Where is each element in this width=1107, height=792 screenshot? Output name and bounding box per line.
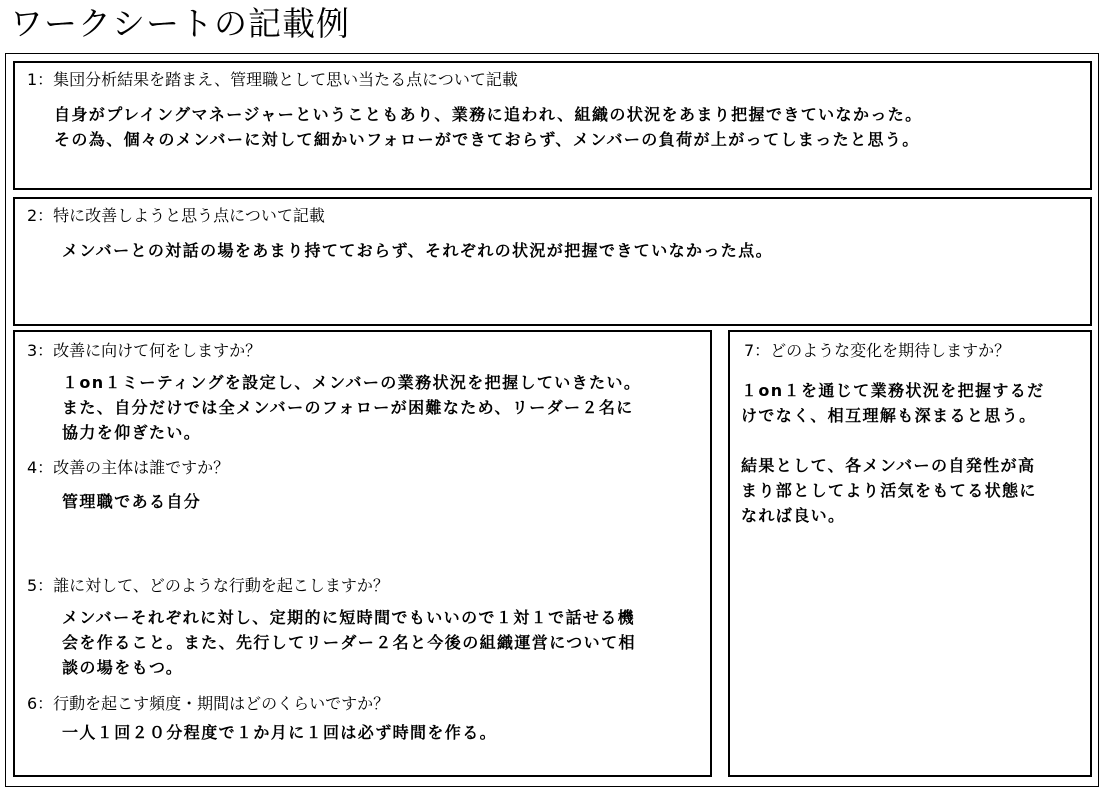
section-7-answer [741, 378, 1045, 528]
section-4-question: 4：改善の主体は誰ですか？ [27, 458, 230, 477]
answer-line: 自身がプレイングマネージャーということもあり、業務に追われ、組織の状況をあまり把握できていなかった。 [54, 105, 923, 124]
answer-line: １on１を通じて業務状況を把握するだ [741, 381, 1045, 400]
answer-line: まり部としてより活気をもてる状態に [741, 481, 1037, 500]
section-5-question: 5：誰に対して、どのような行動を起こしますか？ [27, 576, 389, 595]
section-5-answer [62, 605, 636, 680]
answer-line: 会を作ること。また、先行してリーダー２名と今後の組織運営について相 [62, 633, 636, 652]
section-2-answer [62, 238, 773, 263]
answer-line: その為、個々のメンバーに対して細かいフォローができておらず、メンバーの負荷が上がってしまったと思う。 [54, 130, 920, 149]
section-1-question: 1：集団分析結果を踏まえ、管理職として思い当たる点について記載 [27, 70, 518, 89]
answer-line: メンバーそれぞれに対し、定期的に短時間でもいいので１対１で話せる機 [62, 608, 636, 627]
answer-line: けでなく、相互理解も深まると思う。 [741, 406, 1037, 425]
answer-line: 一人１回２０分程度で１か月に１回は必ず時間を作る。 [62, 723, 498, 742]
answer-line: １on１ミーティングを設定し、メンバーの業務状況を把握していきたい。 [62, 373, 642, 392]
section-6-question: 6：行動を起こす頻度・期間はどのくらいですか？ [27, 694, 390, 713]
section-7-question: 7：どのような変化を期待しますか？ [744, 341, 1011, 360]
section-3-answer [62, 370, 641, 445]
section-2-question: 2：特に改善しようと思う点について記載 [27, 206, 325, 225]
answer-line: 管理職である自分 [62, 492, 202, 511]
section-3-question: 3：改善に向けて何をしますか？ [27, 341, 262, 360]
section-1-answer [54, 102, 923, 152]
answer-line: また、自分だけでは全メンバーのフォローが困難なため、リーダー２名に [62, 398, 634, 417]
section-6-answer [62, 720, 497, 745]
answer-line: 協力を仰ぎたい。 [62, 423, 202, 442]
answer-line: 結果として、各メンバーの自発性が高 [741, 456, 1036, 475]
answer-line: なれば良い。 [741, 506, 846, 525]
page-title: ワークシートの記載例 [10, 4, 350, 43]
paragraph-gap [741, 428, 1045, 453]
section-4-answer [62, 489, 201, 514]
answer-line: 談の場をもつ。 [62, 658, 184, 677]
answer-line: メンバーとの対話の場をあまり持てておらず、それぞれの状況が把握できていなかった点。 [62, 241, 774, 260]
